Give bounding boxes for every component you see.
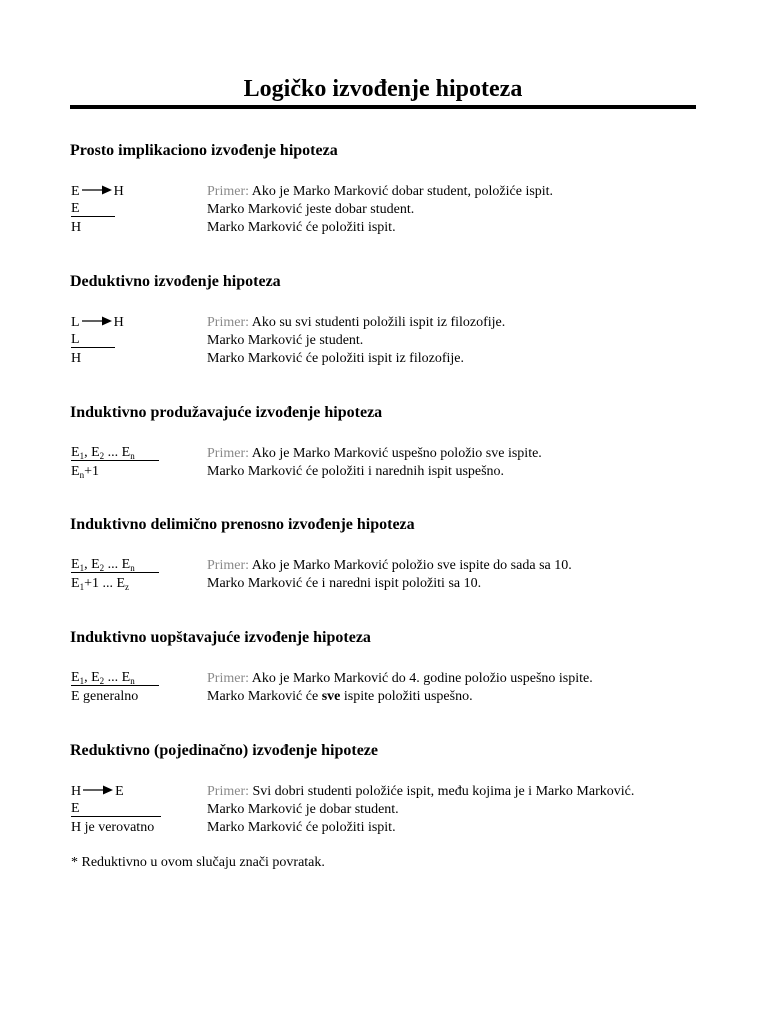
example-sentence: Ako je Marko Marković dobar student, položiće ispit. [251, 184, 554, 199]
section-inductive-extending [70, 403, 696, 481]
conclusion: $E_n+1$ [71, 464, 99, 480]
conclusion-text: Marko Marković će položiti ispit. [207, 220, 396, 235]
page-title: Logičko izvođenje hipoteza [243, 76, 523, 102]
evidence-series: $E_1$, $E_2$ ... $E_n$ [71, 445, 159, 461]
conclusion-text: Marko Marković će i naredni ispit položiti sa 10. [207, 576, 482, 591]
example-text [207, 783, 634, 801]
conclusion-row [70, 219, 696, 237]
footnote: * Reduktivno u ovom slučaju znači povratak. [71, 855, 325, 870]
formula-antecedent: E [71, 184, 80, 199]
section-heading: Deduktivno izvođenje hipoteza [70, 273, 281, 290]
premise-row [70, 557, 696, 575]
section-deductive [70, 272, 696, 368]
minor-premise: E [71, 801, 161, 817]
implication-formula [71, 314, 124, 332]
formula-consequent: H [113, 315, 124, 330]
conclusion-row [70, 463, 696, 481]
example-sentence: Ako je Marko Marković uspešno položio sve ispite. [251, 446, 542, 461]
title-rule [70, 105, 696, 109]
conclusion: H je verovatno [71, 820, 155, 835]
evidence-series: $E_1$, $E_2$ ... $E_n$ [71, 670, 159, 686]
conclusion-text: Marko Marković će položiti ispit iz filozofije. [207, 351, 464, 366]
formula-consequent: E [115, 784, 124, 799]
minor-premise-row [70, 332, 696, 350]
minor-premise-row [70, 801, 696, 819]
premise-row [70, 445, 696, 463]
formula-consequent: H [113, 184, 124, 199]
implication-formula [71, 183, 124, 201]
premise-row [70, 783, 696, 801]
minor-premise: L [71, 332, 115, 348]
conclusion-row [70, 575, 696, 593]
emphasis-word: sve [321, 689, 341, 704]
example-text [207, 670, 593, 688]
example-text [207, 314, 505, 332]
implication-formula [71, 783, 124, 801]
primer-label: Primer: [207, 558, 249, 573]
premise-row [70, 183, 696, 201]
section-heading: Induktivno delimično prenosno izvođenje hipoteza [70, 516, 415, 533]
conclusion: H [71, 220, 82, 235]
primer-label: Primer: [207, 446, 249, 461]
section-heading: Reduktivno (pojedinačno) izvođenje hipoteze [70, 742, 378, 759]
conclusion: $E_1+1$ ... $E_z$ [71, 576, 130, 592]
example-sentence: Ako je Marko Marković položio sve ispite do sada sa 10. [251, 558, 572, 573]
primer-label: Primer: [207, 315, 249, 330]
minor-premise-text: Marko Marković jeste dobar student. [207, 202, 415, 217]
section-heading: Prosto implikaciono izvođenje hipoteza [70, 142, 338, 159]
conclusion-text: Marko Marković će položiti ispit. [207, 820, 396, 835]
minor-premise-row [70, 201, 696, 219]
conclusion-row [70, 688, 696, 706]
conclusion: E generalno [71, 689, 139, 704]
example-sentence: Svi dobri studenti položiće ispit, među kojima je i Marko Marković. [252, 784, 635, 799]
minor-premise: E [71, 201, 115, 217]
conclusion-text: Marko Marković će položiti i narednih ispit uspešno. [207, 464, 505, 479]
section-heading: Induktivno uopštavajuće izvođenje hipoteza [70, 629, 371, 646]
section-inductive-partial [70, 515, 696, 593]
formula-antecedent: H [71, 784, 82, 799]
example-text [207, 557, 572, 575]
section-inductive-generalizing [70, 628, 696, 706]
minor-premise-text: Marko Marković je student. [207, 333, 364, 348]
evidence-series: $E_1$, $E_2$ ... $E_n$ [71, 557, 159, 573]
premise-row [70, 314, 696, 332]
example-sentence: Ako su svi studenti položili ispit iz filozofije. [251, 315, 506, 330]
conclusion-row [70, 819, 696, 837]
section-simple-implication [70, 141, 696, 237]
example-text [207, 183, 553, 201]
example-text [207, 445, 542, 463]
formula-antecedent: L [71, 315, 80, 330]
example-sentence: Ako je Marko Marković do 4. godine položio uspešno ispite. [251, 671, 593, 686]
implication-arrow-icon [82, 784, 114, 796]
conclusion-text: Marko Marković će sve ispite položiti uspešno. [207, 689, 473, 704]
premise-row [70, 670, 696, 688]
primer-label: Primer: [207, 784, 249, 799]
conclusion-row [70, 350, 696, 368]
primer-label: Primer: [207, 671, 249, 686]
conclusion: H [71, 351, 82, 366]
primer-label: Primer: [207, 184, 249, 199]
implication-arrow-icon [81, 315, 113, 327]
implication-arrow-icon [81, 184, 113, 196]
section-heading: Induktivno produžavajuće izvođenje hipoteza [70, 404, 383, 421]
minor-premise-text: Marko Marković je dobar student. [207, 802, 399, 817]
section-reductive [70, 741, 696, 837]
